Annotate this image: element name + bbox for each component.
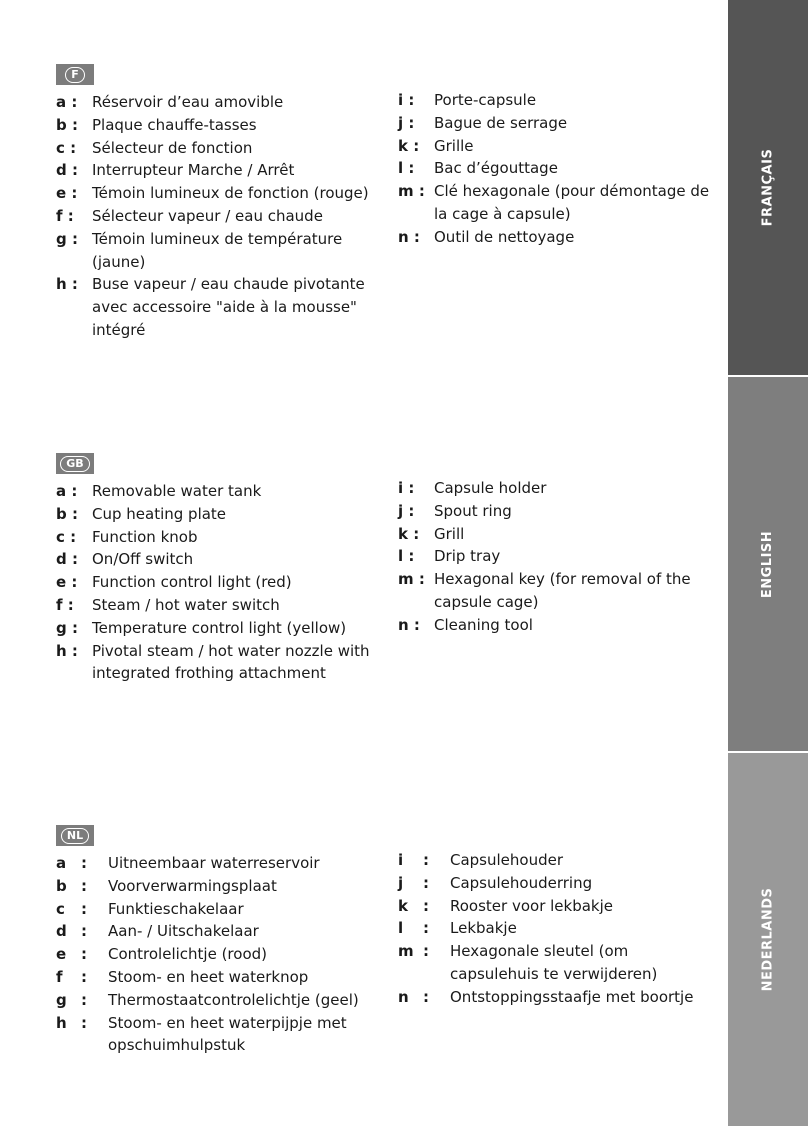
list-item: j : Spout ring — [398, 501, 512, 520]
language-tab-nederlands — [728, 753, 808, 1126]
list-item: b : Plaque chauffe-tasses — [56, 115, 257, 134]
list-item: g : Témoin lumineux de température (jaune) — [56, 229, 343, 271]
list-item: b : Cup heating plate — [56, 504, 227, 523]
list-item: d : Aan- / Uitschakelaar — [56, 922, 259, 941]
list-item: i : Capsule holder — [398, 479, 547, 497]
language-tab-english — [728, 377, 808, 751]
list-item: k : Rooster voor lekbakje — [398, 896, 614, 915]
list-item: j : Capsulehouderring — [398, 873, 593, 892]
badge-label: F — [65, 67, 85, 83]
language-tab-francais — [728, 0, 808, 375]
list-item: l : Lekbakje — [398, 919, 517, 938]
list-item: m : Clé hexagonale (pour démontage de la cage à capsule) — [398, 182, 710, 223]
list-item: g : Temperature control light (yellow) — [56, 618, 347, 637]
list-item: i : Capsulehouder — [398, 851, 564, 869]
list-item: e : Témoin lumineux de fonction (rouge) — [56, 184, 369, 203]
parts-list-right — [398, 849, 718, 1009]
list-item: n : Ontstoppingsstaafje met boortje — [398, 987, 694, 1006]
badge-label: NL — [61, 828, 89, 844]
list-item: a : Réservoir d’eau amovible — [56, 93, 284, 111]
list-item: d : Interrupteur Marche / Arrêt — [56, 161, 295, 180]
list-item: m : Hexagonale sleutel (om capsulehuis te verwijderen) — [398, 942, 658, 983]
parts-list-right — [398, 89, 718, 249]
language-badge-nl — [56, 825, 94, 846]
list-item: d : On/Off switch — [56, 550, 194, 569]
list-item: g : Thermostaatcontrolelichtje (geel) — [56, 990, 359, 1009]
list-item: l : Bac d’égouttage — [398, 159, 558, 178]
tab-label-francais: FRANÇAIS — [760, 148, 776, 227]
list-item: e : Controlelichtje (rood) — [56, 945, 268, 964]
list-item: n : Outil de nettoyage — [398, 227, 575, 246]
list-item: a : Uitneembaar waterreservoir — [56, 854, 320, 872]
list-item: n : Cleaning tool — [398, 615, 533, 634]
list-item: l : Drip tray — [398, 547, 501, 566]
list-item: b : Voorverwarmingsplaat — [56, 876, 277, 895]
parts-list-left — [56, 91, 386, 342]
list-item: h : Stoom- en heet waterpijpje met opschuimhulpstuk — [56, 1013, 347, 1055]
parts-list-right — [398, 477, 718, 637]
badge-label: GB — [60, 456, 89, 472]
tab-label-nederlands: NEDERLANDS — [760, 887, 776, 992]
list-item: h : Pivotal steam / hot water nozzle with integrated frothing attachment — [56, 641, 370, 683]
list-item: f : Sélecteur vapeur / eau chaude — [56, 206, 323, 225]
list-item: c : Sélecteur de fonction — [56, 138, 253, 157]
list-item: m : Hexagonal key (for removal of the capsule cage) — [398, 570, 691, 611]
list-item: c : Function knob — [56, 527, 198, 546]
list-item: k : Grille — [398, 136, 474, 155]
list-item: c : Funktieschakelaar — [56, 899, 244, 918]
list-item: i : Porte-capsule — [398, 91, 537, 109]
list-item: k : Grill — [398, 524, 465, 543]
list-item: f : Steam / hot water switch — [56, 595, 280, 614]
list-item: f : Stoom- en heet waterknop — [56, 967, 309, 986]
list-item: e : Function control light (red) — [56, 573, 292, 592]
language-badge-f — [56, 64, 94, 85]
language-badge-gb — [56, 453, 94, 474]
parts-list-left — [56, 852, 386, 1057]
parts-list-left — [56, 480, 386, 685]
list-item: h : Buse vapeur / eau chaude pivotante avec accessoire "aide à la mousse" intégré — [56, 275, 365, 339]
tab-label-english: ENGLISH — [760, 530, 776, 598]
list-item: a : Removable water tank — [56, 482, 262, 500]
list-item: j : Bague de serrage — [398, 113, 568, 132]
